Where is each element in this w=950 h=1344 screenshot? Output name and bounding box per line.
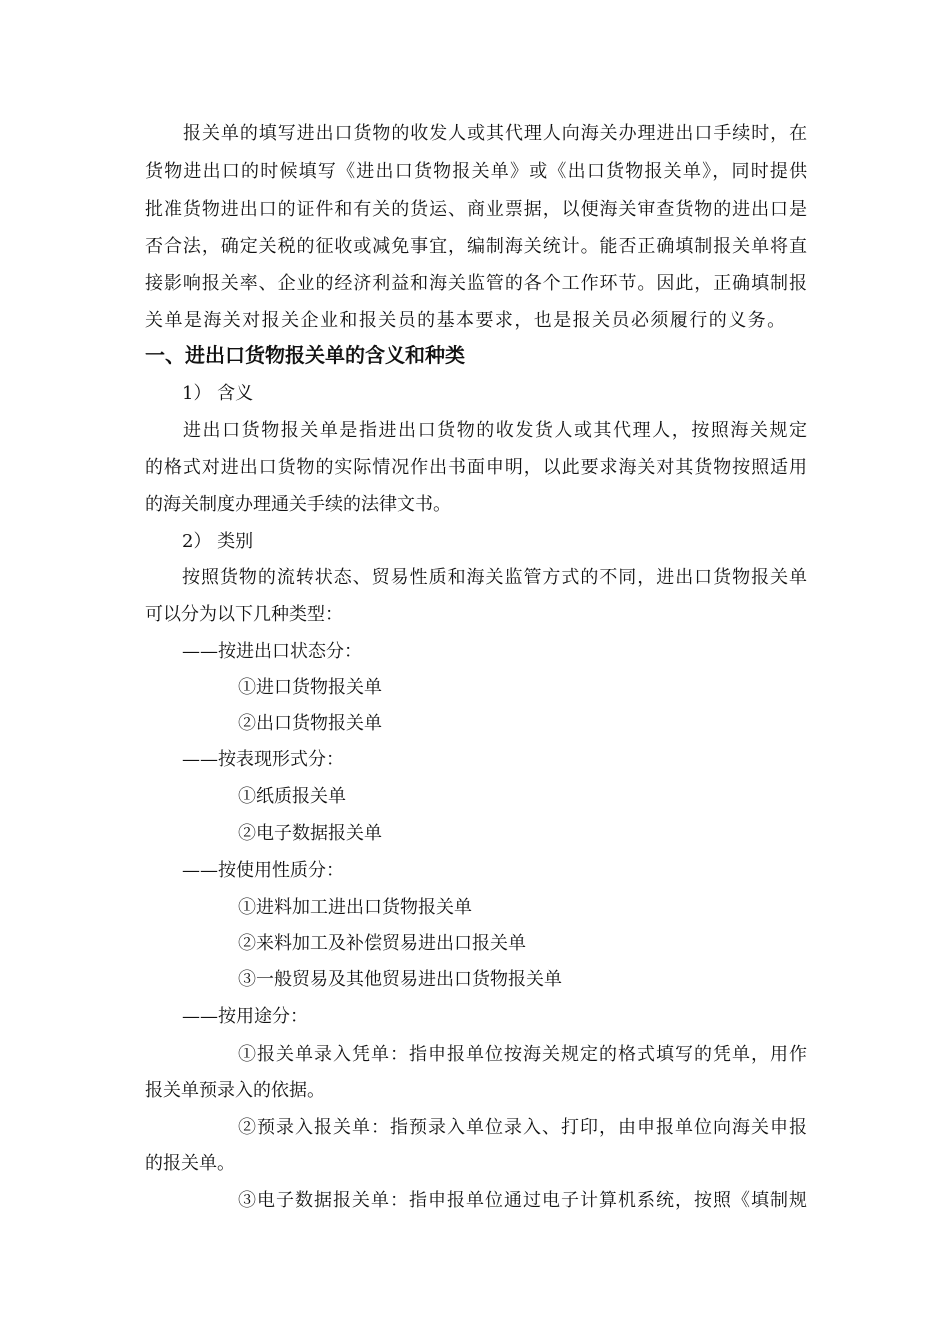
intro-line-4: 否合法，确定关税的征收或减免事宜，编制海关统计。能否正确填制报关单将直 [145,236,808,257]
by-use-item-2-line-1: ②预录入报关单：指预录入单位录入、打印，由申报单位向海关申报 [238,1117,808,1138]
intro-line-5: 接影响报关率、企业的经济利益和海关监管的各个工作环节。因此，正确填制报 [145,273,808,294]
by-use-item-1-line-2: 报关单预录入的依据。 [145,1080,325,1101]
meaning-line-1: 进出口货物报关单是指进出口货物的收发货人或其代理人，按照海关规定 [183,420,809,441]
by-use-title: ——按用途分： [182,1006,308,1027]
by-status-item-2: ②出口货物报关单 [238,713,382,734]
intro-line-2: 货物进出口的时候填写《进出口货物报关单》或《出口货物报关单》，同时提供 [145,161,809,182]
by-use-item-2-line-2: 的报关单。 [145,1153,235,1174]
by-use-item-1-line-1: ①报关单录入凭单：指申报单位按海关规定的格式填写的凭单，用作 [238,1044,808,1065]
by-status-item-1: ①进口货物报关单 [238,677,382,698]
by-nature-item-1: ①进料加工进出口货物报关单 [238,897,472,918]
category-line-2: 可以分为以下几种类型： [145,604,343,625]
by-nature-item-2: ②来料加工及补偿贸易进出口报关单 [238,933,526,954]
intro-line-1: 报关单的填写进出口货物的收发人或其代理人向海关办理进出口手续时，在 [183,123,809,144]
intro-line-6: 关单是海关对报关企业和报关员的基本要求，也是报关员必须履行的义务。 [145,310,787,331]
by-use-item-3-line-1: ③电子数据报关单：指申报单位通过电子计算机系统，按照《填制规 [238,1190,808,1211]
category-line-1: 按照货物的流转状态、贸易性质和海关监管方式的不同，进出口货物报关单 [182,567,809,588]
meaning-label: 1） 含义 [182,383,254,404]
by-form-item-1: ①纸质报关单 [238,786,346,807]
by-status-title: ——按进出口状态分： [182,641,362,662]
meaning-line-3: 的海关制度办理通关手续的法律文书。 [145,494,451,515]
intro-line-3: 批准货物进出口的证件和有关的货运、商业票据，以便海关审查货物的进出口是 [145,199,808,220]
by-form-item-2: ②电子数据报关单 [238,823,382,844]
by-nature-title: ——按使用性质分： [182,860,344,881]
by-form-title: ——按表现形式分： [182,749,344,770]
category-label: 2） 类别 [182,531,254,552]
by-nature-item-3: ③一般贸易及其他贸易进出口货物报关单 [238,969,562,990]
section-heading: 一、进出口货物报关单的含义和种类 [145,343,465,367]
meaning-line-2: 的格式对进出口货物的实际情况作出书面申明，以此要求海关对其货物按照适用 [145,457,808,478]
